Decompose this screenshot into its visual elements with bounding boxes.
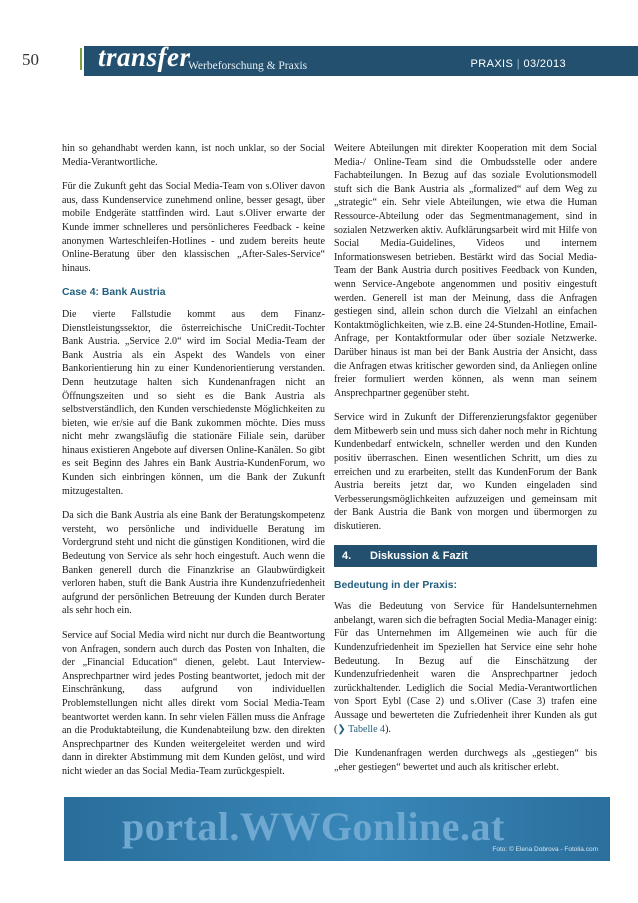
sub-heading: Bedeutung in der Praxis: [334, 579, 457, 591]
accent-bar [80, 48, 82, 70]
paragraph: Da sich die Bank Austria als eine Bank der Beratungskompetenz versteht, wo persönliche und individuelle Beratung im Vordergrund steht und nicht die günstigen Konditionen, wird die Bedeutung von Service als sehr hoch eingestuft. Auch wenn die Banken generell durch die Finanzkrise an Glaubwürdigkeit verloren haben, stuft die Bank Austria ihre Kundenzufriedenheit aufgrund der persönlichen Betreuung der Kunden durch Berater als sehr hoch ein. [62, 510, 325, 617]
paragraph [334, 600, 597, 736]
section-heading [334, 545, 597, 567]
section-number: 4. [342, 549, 352, 562]
paragraph-text: ). [385, 723, 391, 735]
left-column [62, 142, 325, 790]
section-name: PRAXIS [470, 58, 514, 70]
photo-credit: Foto: © Elena Dobrova - Fotolia.com [492, 846, 598, 853]
section-tag [471, 58, 567, 70]
case-heading: Case 4: Bank Austria [62, 287, 166, 299]
paragraph: Weitere Abteilungen mit direkter Kooperation mit dem Social Media-/ Online-Team sind die Ombudsstelle oder andere Fachabteilungen. In Bezug auf das soziale Evolutionsmodell stuft sich die Bank Austria als „formalized“ auf dem Weg zu „strategic“ ein. Sehr viele Abteilungen, wie etwa die Human Ressource-Abteilung oder das Segmentmanagement, sind in sozialen Netzwerken aktiv. Aufklärungsarbeit wird mit Hilfe von Social Media-Guidelines, Videos und internem Informationswesen betrieben. Bestärkt wird das Social Media-Team der Bank Austria durch positives Feedback von Kunden, wenn Service-Angebote angenommen und positiv eingestuft werden. Generell ist man der Meinung, dass die Anfragen gestiegen sind, allein schon durch die Vielzahl an einfachen Kontaktmöglichkeiten, wie z.B. eine 24-Stunden-Hotline, Email-Anfrage, per Kontaktformular oder über soziale Netzwerke. Darüber hinaus ist man bei der Bank Austria der Ansicht, dass die Anfragen etwas kritischer geworden sind, da Anliegen online freier formuliert werden können, als wenn man seinem Ansprechpartner gegenüber steht. [334, 143, 597, 399]
separator: | [516, 58, 524, 70]
transfer-logo: transfer [98, 42, 191, 72]
banner-url[interactable]: portal.WWGonline.at [122, 804, 505, 849]
portal-banner[interactable] [64, 797, 610, 861]
paragraph: Service auf Social Media wird nicht nur durch die Beantwortung von Anfragen, sondern auch durch das Posten von Inhalten, die der „Financial Education“ dienen, gelebt. Laut Interview-Ansprechpartner wird jedes Posting beantwortet, jedoch mit der Einschränkung, dass aufgrund von individuellen Problemstellungen nicht alles direkt vom Social Media-Team beantwortet werden kann. In sehr vielen Fällen muss die Anfrage an die Produktabteilung, die Kundenabteilung bzw. den direkten Ansprechpartner des Kunden weitergeleitet werden und wird dann in direkter Abstimmung mit dem Kunden gelöst, und wird nicht wieder an das Social Media-Team zurückgespielt. [62, 630, 325, 777]
table-link[interactable]: ❯ Tabelle 4 [337, 723, 386, 735]
paragraph: Die vierte Fallstudie kommt aus dem Finanz-Dienstleistungssektor, die österreichische UniCredit-Tochter Bank Austria. „Service 2.0“ wird im Social Media-Team der Bank Austria als ein Aspekt des Wandels von einer Bankorientierung hin zu einer Kundenorientierung verstanden. Denn heutzutage halten sich Kundenanfragen nicht an Öffnungszeiten und so sieht es die Bank Austria als selbstverständlich, den Kunden verschiedenste Möglichkeiten zu bieten, wie er/sie auf die Bank zukommen möchte. Dies muss nicht mehr zwangsläufig die stationäre Filiale sein, darüber hinaus existieren Angebote auf diversen Online-Kanälen. So gibt es seit Beginn des Jahres ein Bank Austria-KundenForum, wo Kunden sich einbringen können, um die Bank der Zukunft mitzugestalten. [62, 308, 325, 497]
paragraph: hin so gehandhabt werden kann, ist noch unklar, so der Social Media-Verantwortliche. [62, 143, 325, 168]
right-column [334, 142, 597, 785]
section-title: Diskussion & Fazit [370, 549, 468, 562]
paragraph: Service wird in Zukunft der Differenzierungsfaktor gegenüber dem Mitbewerb sein und muss sich daher noch mehr in Richtung Kundenbedarf entwickeln, schneller werden und den Kunden positiv überraschen. Einen wesentlichen Schritt, um dies zu erreichen und zu erarbeiten, stellt das KundenForum der Bank Austria bereits jetzt dar, wo Kunden eingeladen sind Verbesserungsmöglichkeiten aufzuzeigen und gemeinsam mit der Bank Austria die Bank von morgen und übermorgen zu diskutieren. [334, 412, 597, 533]
paragraph: Für die Zukunft geht das Social Media-Team von s.Oliver davon aus, dass Kundenservice zunehmend online, besser gesagt, über mobile Endgeräte stattfinden wird. Laut s.Oliver erwarte der Kunde immer schnelleres und persönlicheres Feedback - keine anonymen Warteschleifen-Hotlines - und zudem bereits heute Online-Beratung über den klassischen „After-Sales-Service“ hinaus. [62, 181, 325, 274]
page-number: 50 [22, 50, 39, 69]
issue-number: 03/2013 [523, 58, 566, 70]
paragraph-text: Was die Bedeutung von Service für Handelsunternehmen anbelangt, waren sich die befragten Social Media-Manager einig: Für das Unternehmen im Allgemeinen wie auch für die Kundenzufriedenheit im Speziellen hat Service eine sehr hohe Bedeutung. In Bezug auf die Einschätzung der Kundenzufriedenheit waren die Ansprechpartner jedoch zurückhaltender. Lediglich die Social Media-Verantwortlichen von Sport Eybl (Case 2) und s.Oliver (Case 3) trafen eine Aussage und bewerteten die Zufriedenheit ihrer Kunden als gut ( [334, 601, 597, 735]
logo-subtitle: Werbeforschung & Praxis [188, 60, 308, 72]
page-header [20, 38, 626, 88]
paragraph: Die Kundenanfragen werden durchwegs als „gestiegen“ bis „eher gestiegen“ bewertet und auch als kritischer erlebt. [334, 748, 597, 773]
